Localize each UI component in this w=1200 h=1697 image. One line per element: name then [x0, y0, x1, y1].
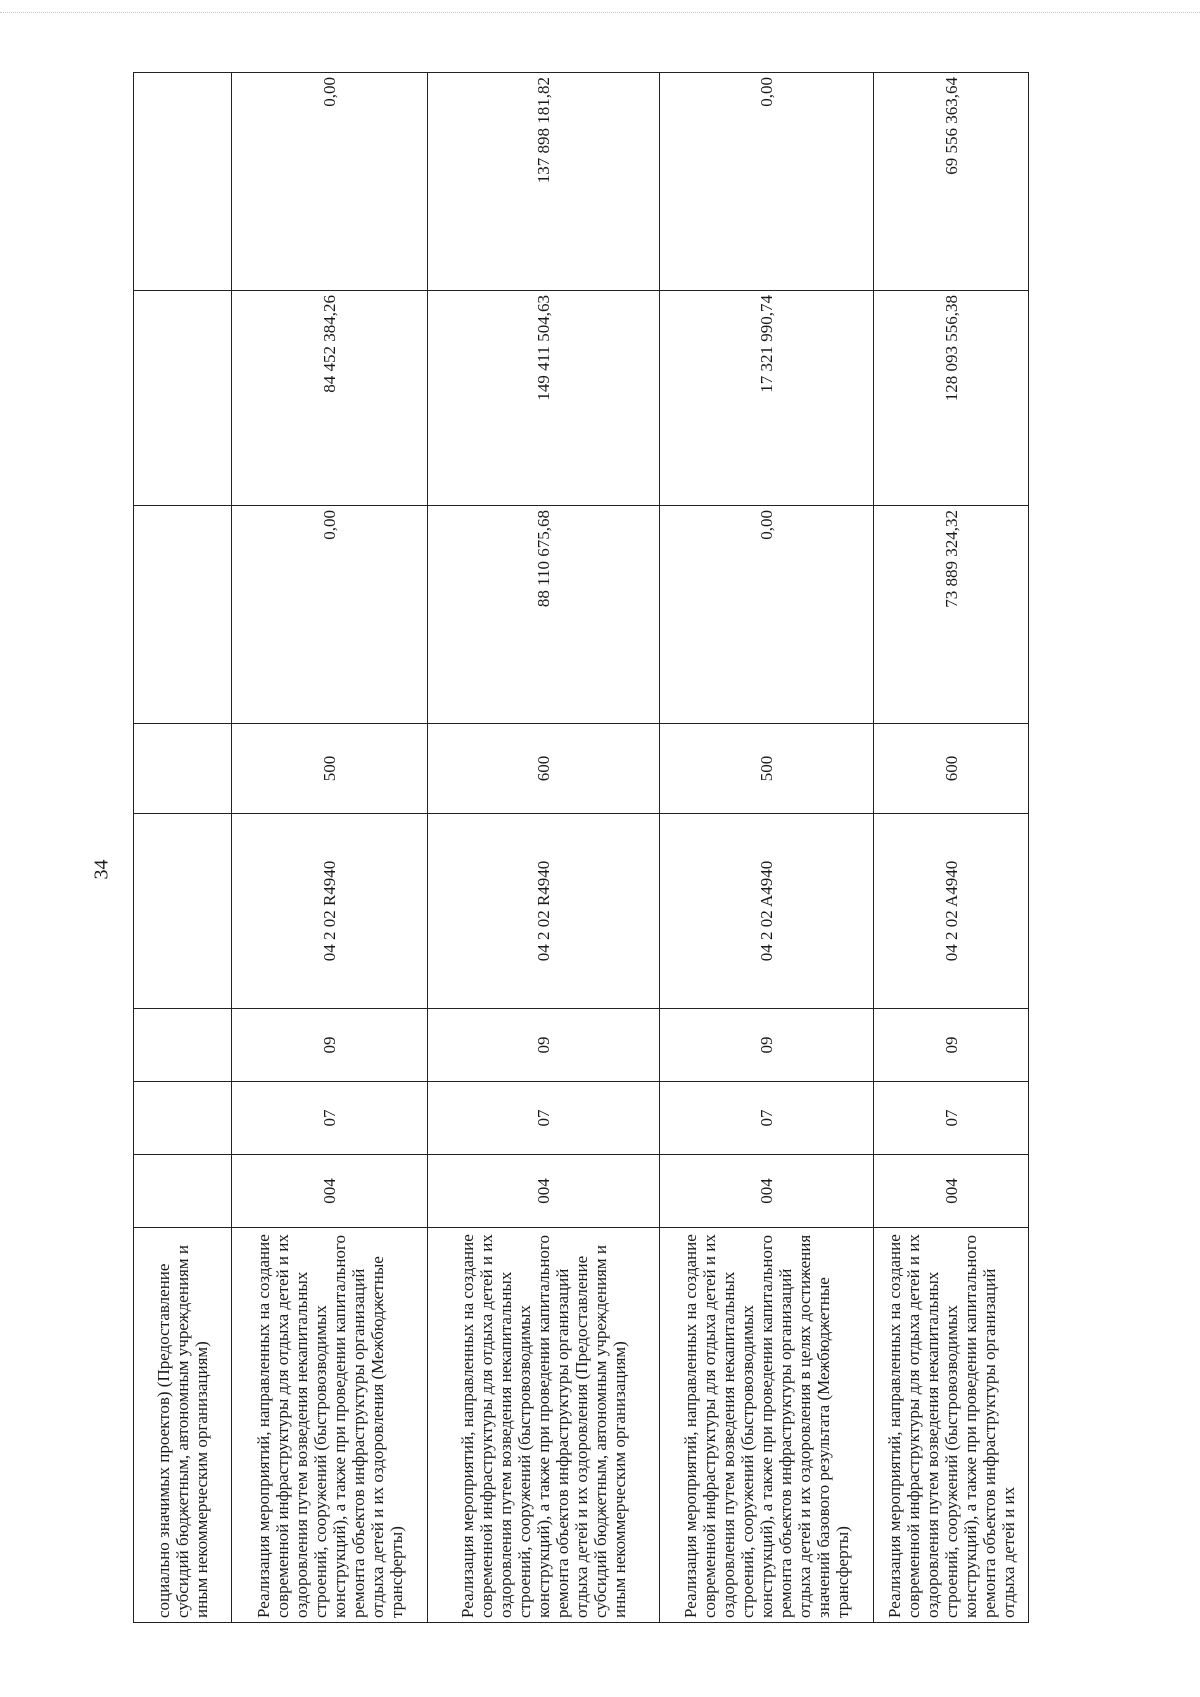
subsection-code: 09	[232, 1009, 428, 1082]
amount-year-2: 17 321 990,74	[660, 291, 874, 506]
target-article-code: 04 2 02 R4940	[232, 814, 428, 1009]
expense-type-code	[134, 724, 232, 814]
page-number: 34	[90, 859, 113, 880]
table-row	[134, 73, 232, 1623]
table-row	[232, 73, 428, 1623]
grbs-code: 004	[232, 1155, 428, 1228]
section-code: 07	[660, 1082, 874, 1155]
grbs-code	[134, 1155, 232, 1228]
amount-year-3: 0,00	[660, 73, 874, 291]
amount-year-3	[134, 73, 232, 291]
section-code: 07	[428, 1082, 660, 1155]
table-container	[133, 73, 1028, 1623]
amount-year-2: 128 093 556,38	[874, 291, 1029, 506]
target-article-code	[134, 814, 232, 1009]
amount-year-1: 0,00	[232, 506, 428, 724]
expense-type-code: 500	[660, 724, 874, 814]
subsection-code: 09	[874, 1009, 1029, 1082]
section-code	[134, 1082, 232, 1155]
target-article-code: 04 2 02 A4940	[874, 814, 1029, 1009]
amount-year-1: 88 110 675,68	[428, 506, 660, 724]
amount-year-2: 84 452 384,26	[232, 291, 428, 506]
amount-year-2	[134, 291, 232, 506]
amount-year-3: 69 556 363,64	[874, 73, 1029, 291]
grbs-code: 004	[660, 1155, 874, 1228]
subsection-code	[134, 1009, 232, 1082]
amount-year-1	[134, 506, 232, 724]
table-row	[660, 73, 874, 1623]
target-article-code: 04 2 02 A4940	[660, 814, 874, 1009]
amount-year-3: 0,00	[232, 73, 428, 291]
rotated-table-frame	[133, 73, 1028, 1623]
table-row	[428, 73, 660, 1623]
subsection-code: 09	[660, 1009, 874, 1082]
row-description: Реализация мероприятий, направленных на создание современной инфраструктуры для отдыха детей и их оздоровления путем возведения некапитальных строений, сооружений (быстровозводимых конструкций), а также при проведении капитального ремонта объектов инфраструктуры организаций отдыха детей и их оздоровления (Предоставление субсидий бюджетным, автономным учреждениям и иным некоммерческим организациям)	[428, 1228, 660, 1623]
expense-type-code: 500	[232, 724, 428, 814]
amount-year-1: 0,00	[660, 506, 874, 724]
budget-table	[133, 72, 1029, 1623]
grbs-code: 004	[874, 1155, 1029, 1228]
amount-year-3: 137 898 181,82	[428, 73, 660, 291]
table-row	[874, 73, 1029, 1623]
section-code: 07	[874, 1082, 1029, 1155]
row-description: социально значимых проектов) (Предоставление субсидий бюджетным, автономным учреждениям и иным некоммерческим организациям)	[134, 1228, 232, 1623]
grbs-code: 004	[428, 1155, 660, 1228]
target-article-code: 04 2 02 R4940	[428, 814, 660, 1009]
row-description: Реализация мероприятий, направленных на создание современной инфраструктуры для отдыха детей и их оздоровления путем возведения некапитальных строений, сооружений (быстровозводимых конструкций), а также при проведении капитального ремонта объектов инфраструктуры организаций отдыха детей и их	[874, 1228, 1029, 1623]
subsection-code: 09	[428, 1009, 660, 1082]
section-code: 07	[232, 1082, 428, 1155]
expense-type-code: 600	[428, 724, 660, 814]
amount-year-2: 149 411 504,63	[428, 291, 660, 506]
row-description: Реализация мероприятий, направленных на создание современной инфраструктуры для отдыха детей и их оздоровления путем возведения некапитальных строений, сооружений (быстровозводимых конструкций), а также при проведении капитального ремонта объектов инфраструктуры организаций отдыха детей и их оздоровления в целях достижения значений базового результата (Межбюджетные трансферты)	[660, 1228, 874, 1623]
expense-type-code: 600	[874, 724, 1029, 814]
amount-year-1: 73 889 324,32	[874, 506, 1029, 724]
row-description: Реализация мероприятий, направленных на создание современной инфраструктуры для отдыха детей и их оздоровления путем возведения некапитальных строений, сооружений (быстровозводимых конструкций), а также при проведении капитального ремонта объектов инфраструктуры организаций отдыха детей и их оздоровления (Межбюджетные трансферты)	[232, 1228, 428, 1623]
scan-edge-line	[0, 12, 1200, 13]
